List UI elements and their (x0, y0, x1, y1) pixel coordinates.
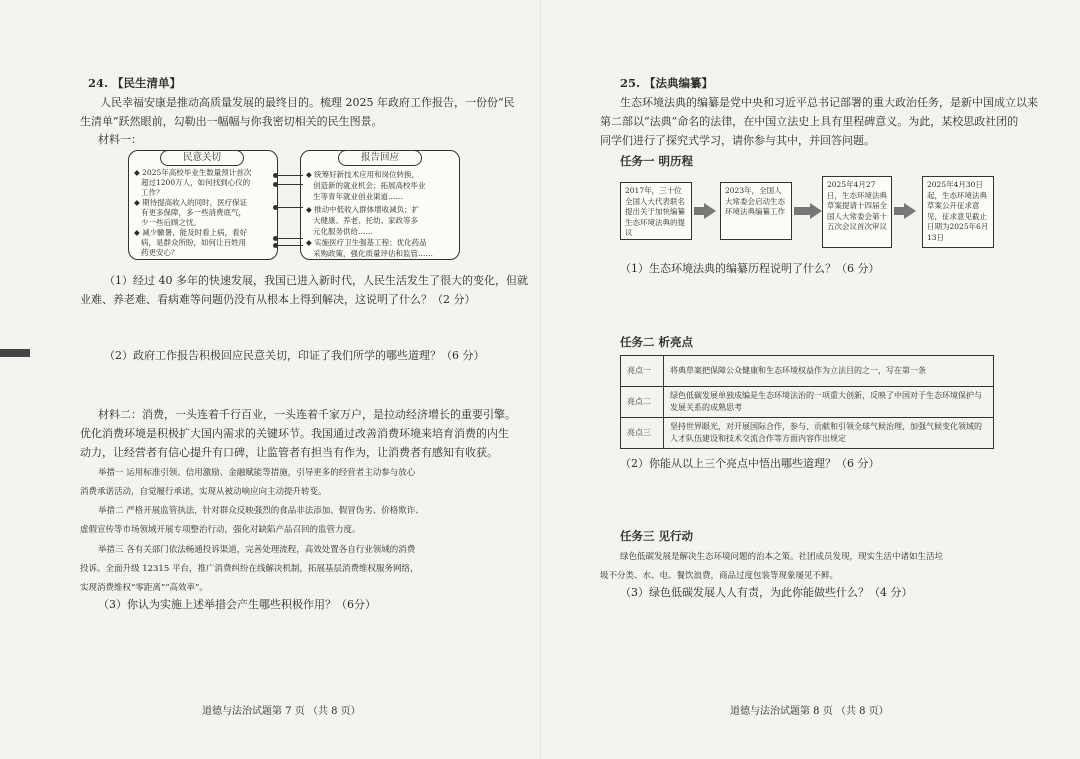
q24-sub2: （2）政府工作报告积极回应民意关切，印证了我们所学的哪些道理？（6 分） (104, 349, 485, 362)
responses-header: 报告回应 (338, 150, 422, 166)
measure3-line1: 举措三 各有关部门依法畅通投诉渠道，完善处理流程，高效处置各自行业领域的消费 (98, 545, 416, 555)
concern-line: ◆ 期待提高收入的同时，医疗保证 (134, 198, 248, 207)
table-row (621, 356, 994, 387)
highlight-text: 坚持世界眼光，对开展国际合作，参与、贡献和引领全球气候治理，加强气候变化领域的人才队伍建设和技术交流合作等方面内容作出规定 (664, 418, 994, 449)
timeline-step-3: 2025年4月27日，生态环境法典草案提请十四届全国人大常委会第十五次会议首次审议 (822, 176, 892, 248)
q25-intro-line2: 第二部以“法典”命名的法律，在中国立法史上具有里程碑意义。为此，某校思政社团的 (600, 115, 1019, 128)
measure1-line2: 消费承诺活动，自觉履行承诺，实现从被动响应向主动提升转变。 (80, 487, 327, 497)
timeline-arrow (794, 207, 810, 215)
timeline-arrow (810, 203, 822, 219)
connector-line (277, 175, 303, 176)
measure3-line2: 投诉。全面升级 12315 平台，推广消费纠纷在线解决机制，拓展基层消费维权服务网络， (80, 564, 419, 574)
timeline-arrow (694, 207, 704, 215)
material2-line1: 材料二：消费，一头连着千行百业，一头连着千家万户，是拉动经济增长的重要引擎。 (98, 408, 516, 421)
highlight-label: 亮点三 (621, 418, 664, 449)
highlights-table (620, 355, 994, 449)
highlight-text: 绿色低碳发展单独成编是生态环境法治的一项重大创新，反映了中国对于生态环境保护与发展关系的成熟思考 (664, 387, 994, 418)
concern-line: 工作？ (141, 188, 164, 197)
concern-line: 药更安心？ (141, 248, 179, 257)
measure2-line1: 举措二 严格开展监管执法，针对群众反映强烈的食品非法添加、假冒伪劣、价格欺诈、 (98, 506, 424, 516)
task2-title: 任务二 析亮点 (620, 335, 694, 349)
measure2-line2: 虚假宣传等市场领域开展专项整治行动，强化对缺陷产品召回的监管力度。 (80, 525, 361, 535)
q24-intro-line1: 人民幸福安康是推动高质量发展的最终目的。梳理 2025 年政府工作报告，一份份“民 (100, 96, 515, 109)
material2-line2: 优化消费环境是积极扩大国内需求的关键环节。我国通过改善消费环境来培育消费的内生 (80, 427, 509, 440)
concern-line: 少一些后顾之忧。 (141, 218, 201, 227)
timeline-arrow (904, 203, 916, 219)
concern-line: 病，是群众所盼，如何让百姓用 (141, 238, 246, 247)
task3-line2: 圾不分类、水、电、餐饮浪费，商品过度包装等现象屡见不鲜。 (600, 571, 839, 581)
concern-line: 有更多保障，多一些消费底气， (141, 208, 246, 217)
material2-line3: 动力，让经营者有信心提升有口碑，让监管者有担当有作为，让消费者有感知有收获。 (80, 446, 498, 459)
q25-intro-line1: 生态环境法典的编纂是党中央和习近平总书记部署的重大政治任务，是新中国成立以来 (620, 96, 1038, 109)
measure3-line3: 实现消费维权“零距离”“高效率”。 (80, 583, 208, 593)
highlight-text: 将典草案把保障公众健康和生态环境权益作为立法目的之一，写在第一条 (664, 356, 994, 387)
task3-line1: 绿色低碳发展是解决生态环境问题的治本之策。社团成员发现，现实生活中诸如生活垃 (620, 552, 944, 562)
timeline-arrow (894, 207, 904, 215)
q25-sub2: （2）你能从以上三个亮点中悟出哪些道理？（6 分） (620, 457, 880, 470)
response-line: 创造新的就业机会；拓展高校毕业 (313, 181, 426, 190)
timeline-step-1: 2017年，三十位全国人大代表联名提出关于加快编纂生态环境法典的提议 (620, 182, 692, 240)
connector-line (277, 207, 303, 208)
response-line: 采购政策，强化质量评估和监管…… (313, 249, 433, 258)
connector-line (277, 238, 303, 239)
q24-intro-line2: 生清单”跃然眼前，勾勒出一幅幅与你我密切相关的民生图景。 (80, 115, 383, 128)
q24-sub3: （3）你认为实施上述举措会产生哪些积极作用？（6分） (98, 598, 376, 611)
q24-sub1: （1）经过 40 多年的快速发展，我国已进入新时代，人民生活发生了很大的变化，但就 (104, 274, 528, 287)
task3-title: 任务三 见行动 (620, 529, 694, 543)
connector-line (277, 184, 303, 185)
highlight-label: 亮点一 (621, 356, 664, 387)
connector-line (277, 245, 303, 246)
task1-title: 任务一 明历程 (620, 154, 694, 168)
response-line: 生等青年就业创业渠道…… (313, 192, 403, 201)
response-line: ◆ 实施医疗卫生强基工程；优化药品 (306, 238, 427, 247)
timeline-step-4: 2025年4月30日起，生态环境法典草案公开征求意见，征求意见截止日期为2025年6月13日 (922, 176, 994, 248)
response-line: 元化服务供给…… (313, 227, 373, 236)
table-row (621, 418, 994, 449)
q25-intro-line3: 同学们进行了探究式学习，请你参与其中，并回答问题。 (600, 134, 875, 147)
q24-title: 24. 【民生清单】 (88, 76, 182, 90)
response-line: ◆ 推动中低收入群体增收减负；扩 (306, 205, 420, 214)
material1-label: 材料一： (98, 133, 142, 146)
concern-line: 超过1200万人，如何找到心仪的 (141, 178, 251, 187)
page-footer: 道德与法治试题第 8 页 （共 8 页） (730, 706, 889, 717)
response-line: ◆ 统筹好新技术应用和岗位转换， (306, 170, 420, 179)
q25-sub1: （1）生态环境法典的编纂历程说明了什么？（6 分） (620, 262, 880, 275)
q24-sub1-cont: 业难、养老难、看病难等问题仍没有从根本上得到解决，这说明了什么？（2 分） (80, 293, 476, 306)
concern-line: ◆ 2025年高校毕业生数量预计首次 (134, 168, 252, 177)
timeline-arrow (704, 203, 716, 219)
q25-sub3: （3）绿色低碳发展人人有责，为此你能做些什么？（4 分） (620, 586, 913, 599)
concerns-header: 民意关切 (160, 150, 244, 166)
q25-title: 25. 【法典编纂】 (620, 76, 714, 90)
page-8 (540, 0, 1080, 759)
measure1-line1: 举措一 运用标准引领、信用激励、金融赋能等措施，引导更多的经营者主动参与放心 (98, 468, 416, 478)
concern-line: ◆ 减少驗暑，能及时看上病，看好 (134, 228, 248, 237)
page-footer: 道德与法治试题第 7 页 （共 8 页） (202, 706, 361, 717)
response-line: 大健康、养老、托幼、家政等多 (313, 216, 418, 225)
highlight-label: 亮点二 (621, 387, 664, 418)
table-row (621, 387, 994, 418)
timeline-step-2: 2023年，全国人大常委会启动生态环境法典编纂工作 (720, 182, 792, 240)
